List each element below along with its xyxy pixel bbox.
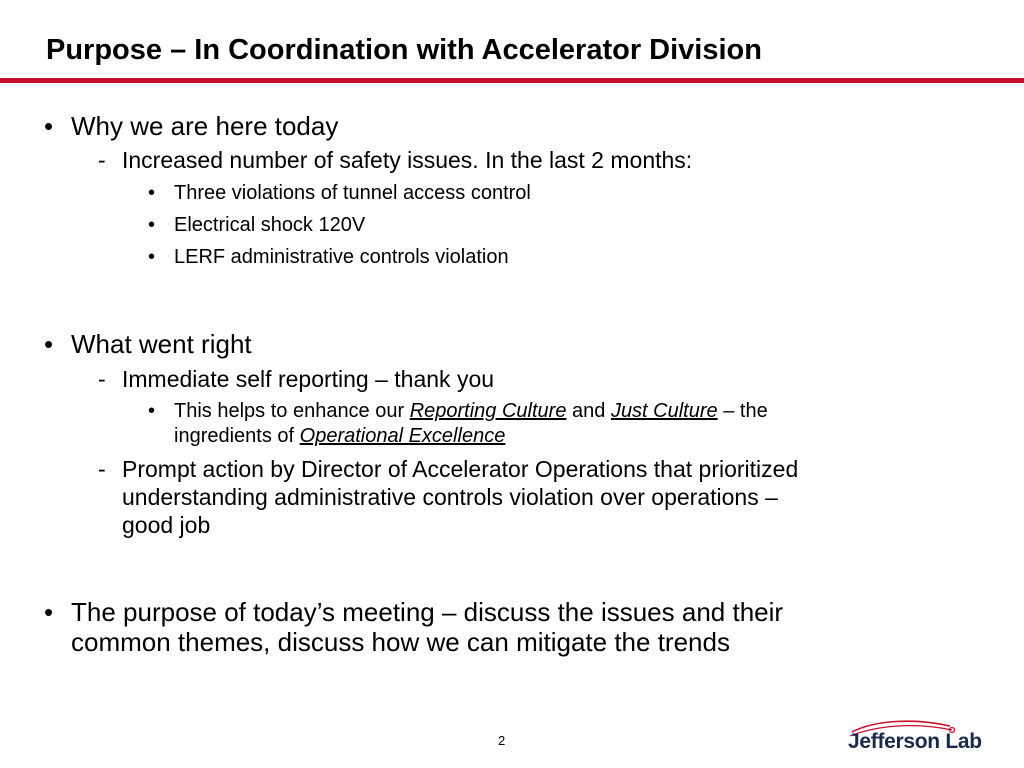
bullet-marker: •	[44, 329, 54, 359]
reporting-culture-term: Reporting Culture	[409, 400, 567, 422]
item-helps-enhance-cont	[174, 425, 505, 448]
bullet-why: Why we are here today	[71, 111, 339, 141]
sub-bullet-prompt-action-1: Prompt action by Director of Accelerator Operations that prioritized	[122, 456, 799, 482]
ingredients-text: ingredients of	[174, 425, 300, 447]
page-number: 2	[498, 733, 506, 748]
sub-bullet-prompt-action-3: good job	[122, 512, 211, 538]
item-helps-enhance	[174, 400, 768, 423]
dash-marker: -	[98, 147, 106, 173]
item-tunnel-access: Three violations of tunnel access control	[174, 182, 531, 204]
sub-bullet-safety-issues: Increased number of safety issues. In the last 2 months:	[122, 147, 693, 173]
item-electrical-shock: Electrical shock 120V	[174, 214, 366, 236]
dash-marker: -	[98, 456, 106, 482]
item-lerf-violation: LERF administrative controls violation	[174, 246, 509, 268]
sub-bullet-self-reporting: Immediate self reporting – thank you	[122, 366, 495, 392]
jefferson-lab-logo	[840, 718, 990, 758]
just-culture-term: Just Culture	[610, 400, 718, 422]
bullet-purpose-1: The purpose of today’s meeting – discuss the issues and their	[71, 597, 784, 627]
bullet-marker: •	[44, 597, 54, 627]
title-divider	[0, 78, 1024, 83]
bullet-went-right: What went right	[71, 329, 252, 359]
helps-text: This helps to enhance our	[174, 400, 410, 422]
logo-text: Jefferson Lab	[848, 730, 982, 753]
bullet-marker: •	[44, 111, 54, 141]
bullet-marker: •	[148, 182, 156, 204]
slide-title: Purpose – In Coordination with Accelerator Division	[46, 34, 762, 66]
bullet-marker: •	[148, 246, 156, 268]
bullet-marker: •	[148, 400, 156, 422]
bullet-marker: •	[148, 214, 156, 236]
dash-marker: -	[98, 366, 106, 392]
and-text: and	[566, 400, 611, 422]
bullet-purpose-2: common themes, discuss how we can mitigate the trends	[71, 627, 730, 657]
sub-bullet-prompt-action-2: understanding administrative controls violation over operations –	[122, 484, 778, 510]
the-text: – the	[717, 400, 768, 422]
operational-excellence-term: Operational Excellence	[299, 425, 506, 447]
